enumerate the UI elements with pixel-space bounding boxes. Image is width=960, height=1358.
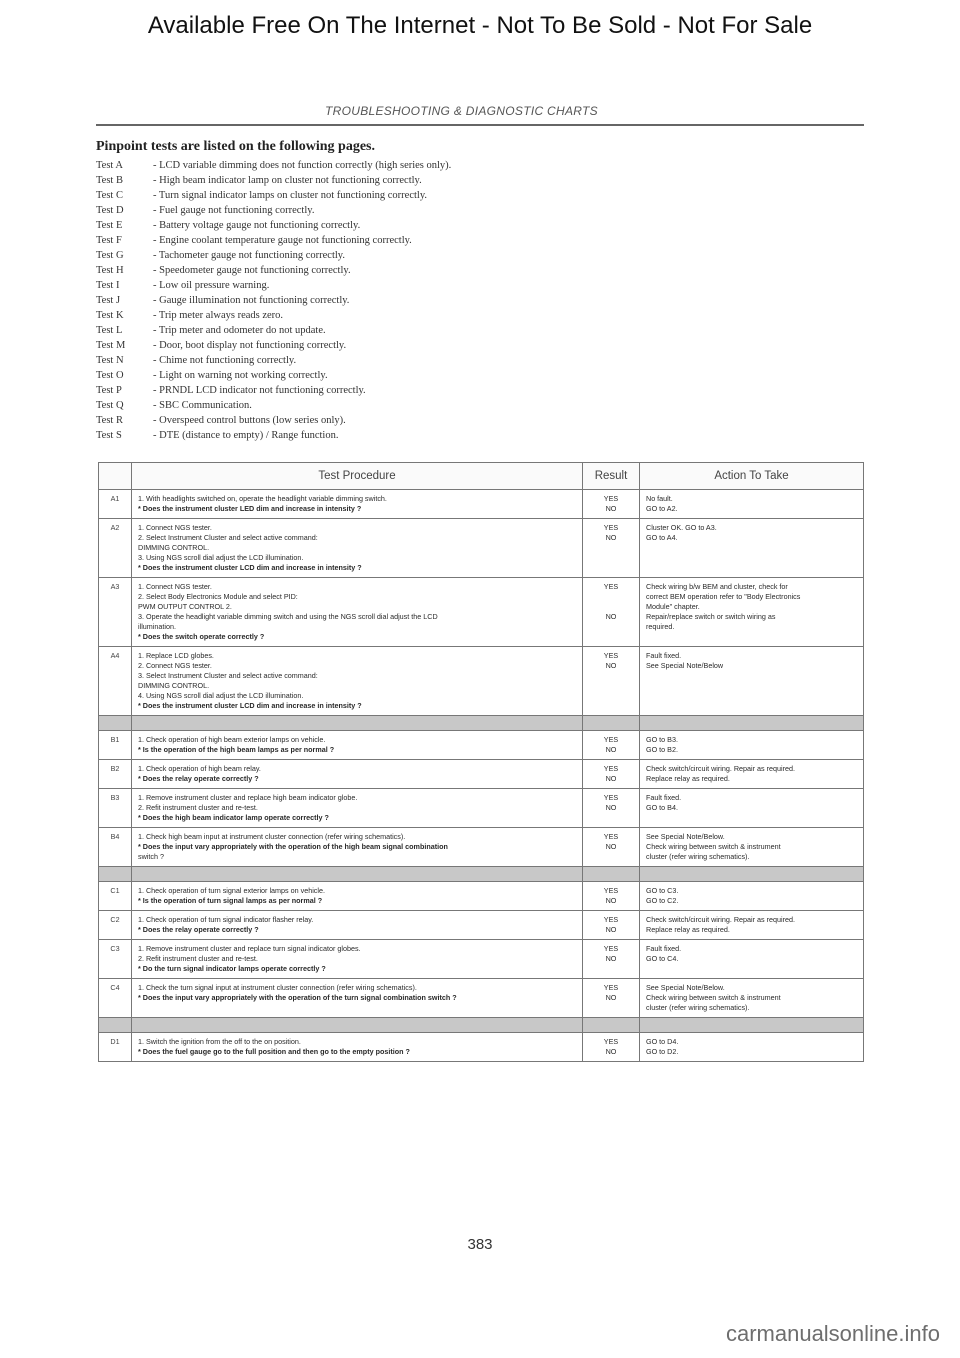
test-list-item: [96, 308, 756, 323]
test-id: Test G: [96, 250, 124, 261]
cell-line: 1. Remove instrument cluster and replace high beam indicator globe.: [138, 793, 358, 802]
cell-line: NO: [605, 896, 617, 905]
cell-line: Cluster OK. GO to A3.: [646, 523, 717, 532]
step-cell: A1: [99, 490, 132, 519]
step-cell: C2: [99, 911, 132, 940]
test-id: Test K: [96, 310, 124, 321]
cell-line: 1. Check high beam input at instrument cluster connection (refer wiring schematics).: [138, 832, 406, 841]
action-cell: [640, 828, 864, 867]
cell-line: YES: [603, 832, 619, 841]
cell-line: Fault fixed.: [646, 651, 682, 660]
table-row: [99, 647, 864, 716]
test-list: [96, 158, 756, 443]
test-id: Test C: [96, 190, 123, 201]
procedure-cell: [132, 882, 583, 911]
step-cell: A4: [99, 647, 132, 716]
table-row: [99, 760, 864, 789]
cell-line: NO: [605, 774, 617, 783]
test-id: Test N: [96, 355, 124, 366]
test-list-item: [96, 293, 756, 308]
cell-line: GO to C4.: [646, 954, 679, 963]
cell-line: Check wiring between switch & instrument: [646, 842, 781, 851]
cell-line: YES: [603, 523, 619, 532]
cell-line: * Does the high beam indicator lamp operate correctly ?: [138, 813, 329, 822]
cell-line: 3. Select Instrument Cluster and select active command:: [138, 671, 318, 680]
test-description: - Light on warning not working correctly.: [153, 370, 328, 381]
test-description: - Engine coolant temperature gauge not functioning correctly.: [153, 235, 412, 246]
result-cell: [583, 731, 640, 760]
cell-line: * Does the switch operate correctly ?: [138, 632, 265, 641]
procedure-cell: [132, 731, 583, 760]
test-description: - DTE (distance to empty) / Range function.: [153, 430, 339, 441]
cell-line: 1. Check the turn signal input at instrument cluster connection (refer wiring schematics).: [138, 983, 417, 992]
cell-line: 2. Refit instrument cluster and re-test.: [138, 803, 258, 812]
cell-line: 1. Connect NGS tester.: [138, 523, 212, 532]
test-id: Test E: [96, 220, 123, 231]
cell-line: * Is the operation of turn signal lamps as per normal ?: [138, 896, 323, 905]
test-description: - Trip meter always reads zero.: [153, 310, 284, 321]
cell-line: switch ?: [138, 852, 164, 861]
separator-cell: [583, 716, 640, 731]
cell-line: * Does the input vary appropriately with the operation of the high beam signal combination: [138, 842, 448, 851]
procedure-cell: [132, 979, 583, 1018]
action-cell: [640, 647, 864, 716]
procedure-cell: [132, 647, 583, 716]
cell-line: * Is the operation of the high beam lamps as per normal ?: [138, 745, 335, 754]
cell-line: GO to C3.: [646, 886, 679, 895]
test-list-item: [96, 263, 756, 278]
cell-line: GO to C2.: [646, 896, 679, 905]
test-description: - PRNDL LCD indicator not functioning correctly.: [153, 385, 366, 396]
cell-line: YES: [603, 494, 619, 503]
result-cell: [583, 647, 640, 716]
procedure-cell: [132, 1033, 583, 1062]
action-cell: [640, 911, 864, 940]
table-row: [99, 519, 864, 578]
separator-cell: [132, 716, 583, 731]
separator-cell: [99, 867, 132, 882]
cell-line: Fault fixed.: [646, 944, 682, 953]
cell-line: 4. Using NGS scroll dial adjust the LCD illumination.: [138, 691, 304, 700]
table-row: [99, 940, 864, 979]
procedure-cell: [132, 828, 583, 867]
test-id: Test B: [96, 175, 123, 186]
test-list-item: [96, 248, 756, 263]
test-id: Test J: [96, 295, 121, 306]
test-list-item: [96, 188, 756, 203]
cell-line: See Special Note/Below.: [646, 983, 725, 992]
cell-line: YES: [603, 983, 619, 992]
cell-line: 1. Check operation of turn signal indicator flasher relay.: [138, 915, 314, 924]
test-id: Test M: [96, 340, 126, 351]
procedure-cell: [132, 519, 583, 578]
cell-line: 1. Connect NGS tester.: [138, 582, 212, 591]
cell-line: * Does the instrument cluster LCD dim and increase in intensity ?: [138, 563, 362, 572]
section-separator-row: [99, 867, 864, 882]
test-id: Test R: [96, 415, 123, 426]
cell-line: GO to D2.: [646, 1047, 679, 1056]
test-list-item: [96, 173, 756, 188]
table-row: [99, 882, 864, 911]
step-cell: A3: [99, 578, 132, 647]
cell-line: Fault fixed.: [646, 793, 682, 802]
cell-line: 1. Check operation of turn signal exterior lamps on vehicle.: [138, 886, 325, 895]
test-description: - Trip meter and odometer do not update.: [153, 325, 326, 336]
cell-line: YES: [603, 915, 619, 924]
cell-line: 1. With headlights switched on, operate the headlight variable dimming switch.: [138, 494, 387, 503]
test-id: Test A: [96, 160, 123, 171]
test-description: - Door, boot display not functioning correctly.: [153, 340, 347, 351]
section-separator-row: [99, 716, 864, 731]
cell-line: Replace relay as required.: [646, 774, 730, 783]
test-description: - Low oil pressure warning.: [153, 280, 270, 291]
result-cell: [583, 760, 640, 789]
cell-line: NO: [605, 925, 617, 934]
separator-cell: [640, 1018, 864, 1033]
section-separator-row: [99, 1018, 864, 1033]
action-cell: [640, 979, 864, 1018]
cell-line: NO: [605, 661, 617, 670]
cell-line: [589, 592, 633, 602]
page-number: 383: [467, 1236, 493, 1253]
cell-line: 1. Replace LCD globes.: [138, 651, 214, 660]
cell-line: PWM OUTPUT CONTROL 2.: [138, 602, 232, 611]
test-description: - Turn signal indicator lamps on cluster not functioning correctly.: [153, 190, 428, 201]
cell-line: NO: [605, 1047, 617, 1056]
cell-line: correct BEM operation refer to "Body Electronics: [646, 592, 801, 601]
test-id: Test D: [96, 205, 124, 216]
action-cell: [640, 490, 864, 519]
cell-line: NO: [605, 954, 617, 963]
test-list-item: [96, 398, 756, 413]
step-cell: B3: [99, 789, 132, 828]
step-cell: C1: [99, 882, 132, 911]
cell-line: GO to B4.: [646, 803, 678, 812]
test-id: Test I: [96, 280, 120, 291]
test-description: - SBC Communication.: [153, 400, 252, 411]
step-cell: B1: [99, 731, 132, 760]
test-list-item: [96, 278, 756, 293]
cell-line: NO: [605, 504, 617, 513]
cell-line: cluster (refer wiring schematics).: [646, 1003, 750, 1012]
cell-line: Repair/replace switch or switch wiring as: [646, 612, 776, 621]
step-cell: B2: [99, 760, 132, 789]
cell-line: * Does the instrument cluster LCD dim and increase in intensity ?: [138, 701, 362, 710]
cell-line: See Special Note/Below: [646, 661, 724, 670]
cell-line: Check wiring between switch & instrument: [646, 993, 781, 1002]
separator-cell: [640, 716, 864, 731]
cell-line: 1. Check operation of high beam relay.: [138, 764, 261, 773]
test-description: - LCD variable dimming does not function correctly (high series only).: [153, 160, 452, 171]
action-cell: [640, 940, 864, 979]
test-description: - Fuel gauge not functioning correctly.: [153, 205, 315, 216]
cell-line: illumination.: [138, 622, 176, 631]
step-cell: A2: [99, 519, 132, 578]
cell-line: Check switch/circuit wiring. Repair as required.: [646, 764, 795, 773]
cell-line: * Does the input vary appropriately with the operation of the turn signal combination switch ?: [138, 993, 457, 1002]
procedure-cell: [132, 490, 583, 519]
test-id: Test P: [96, 385, 122, 396]
cell-line: Check switch/circuit wiring. Repair as required.: [646, 915, 795, 924]
test-id: Test S: [96, 430, 122, 441]
title-rule: [96, 124, 864, 126]
test-description: - Speedometer gauge not functioning correctly.: [153, 265, 351, 276]
cell-line: YES: [603, 944, 619, 953]
cell-line: NO: [605, 612, 617, 621]
action-cell: [640, 882, 864, 911]
section-title: TROUBLESHOOTING & DIAGNOSTIC CHARTS: [325, 104, 598, 118]
cell-line: YES: [603, 1037, 619, 1046]
result-cell: [583, 979, 640, 1018]
cell-line: 2. Connect NGS tester.: [138, 661, 212, 670]
procedure-cell: [132, 940, 583, 979]
action-cell: [640, 789, 864, 828]
action-cell: [640, 731, 864, 760]
test-id: Test H: [96, 265, 124, 276]
cell-line: 3. Using NGS scroll dial adjust the LCD illumination.: [138, 553, 304, 562]
cell-line: * Does the relay operate correctly ?: [138, 774, 259, 783]
separator-cell: [583, 867, 640, 882]
cell-line: YES: [603, 886, 619, 895]
result-cell: [583, 828, 640, 867]
cell-line: Replace relay as required.: [646, 925, 730, 934]
cell-line: * Does the relay operate correctly ?: [138, 925, 259, 934]
cell-line: YES: [603, 764, 619, 773]
procedure-header: Test Procedure: [132, 463, 583, 490]
step-cell: C3: [99, 940, 132, 979]
test-list-item: [96, 338, 756, 353]
cell-line: [589, 602, 633, 612]
table-row: [99, 731, 864, 760]
cell-line: YES: [603, 651, 619, 660]
procedure-cell: [132, 578, 583, 647]
cell-line: 3. Operate the headlight variable dimming switch and using the NGS scroll dial adjust the LCD: [138, 612, 438, 621]
cell-line: required.: [646, 622, 675, 631]
test-id: Test L: [96, 325, 123, 336]
cell-line: No fault.: [646, 494, 673, 503]
step-cell: B4: [99, 828, 132, 867]
separator-cell: [132, 867, 583, 882]
cell-line: 2. Refit instrument cluster and re-test.: [138, 954, 258, 963]
intro-heading: Pinpoint tests are listed on the following pages.: [96, 139, 375, 154]
procedure-cell: [132, 789, 583, 828]
table-row: [99, 911, 864, 940]
cell-line: GO to B3.: [646, 735, 678, 744]
result-cell: [583, 490, 640, 519]
cell-line: NO: [605, 533, 617, 542]
separator-cell: [99, 716, 132, 731]
table-row: [99, 979, 864, 1018]
separator-cell: [99, 1018, 132, 1033]
table-row: [99, 828, 864, 867]
cell-line: NO: [605, 842, 617, 851]
table-row: [99, 578, 864, 647]
table-header-row: [99, 463, 864, 490]
cell-line: Module" chapter.: [646, 602, 700, 611]
cell-line: NO: [605, 745, 617, 754]
cell-line: YES: [603, 735, 619, 744]
procedure-cell: [132, 760, 583, 789]
cell-line: 1. Remove instrument cluster and replace turn signal indicator globes.: [138, 944, 361, 953]
result-cell: [583, 940, 640, 979]
cell-line: * Does the instrument cluster LED dim and increase in intensity ?: [138, 504, 362, 513]
test-list-item: [96, 353, 756, 368]
test-list-item: [96, 218, 756, 233]
step-header: [99, 463, 132, 490]
cell-line: 1. Check operation of high beam exterior lamps on vehicle.: [138, 735, 326, 744]
test-list-item: [96, 428, 756, 443]
cell-line: NO: [605, 993, 617, 1002]
action-cell: [640, 760, 864, 789]
cell-line: Check wiring b/w BEM and cluster, check for: [646, 582, 788, 591]
test-id: Test O: [96, 370, 124, 381]
procedure-table-body: [99, 490, 864, 1062]
test-list-item: [96, 368, 756, 383]
result-header: Result: [583, 463, 640, 490]
table-row: [99, 789, 864, 828]
cell-line: NO: [605, 803, 617, 812]
cell-line: GO to D4.: [646, 1037, 679, 1046]
result-cell: [583, 789, 640, 828]
cell-line: GO to B2.: [646, 745, 678, 754]
test-description: - Battery voltage gauge not functioning correctly.: [153, 220, 361, 231]
action-header: Action To Take: [640, 463, 864, 490]
cell-line: See Special Note/Below.: [646, 832, 725, 841]
cell-line: 1. Switch the ignition from the off to the on position.: [138, 1037, 301, 1046]
action-cell: [640, 1033, 864, 1062]
table-row: [99, 1033, 864, 1062]
test-list-item: [96, 158, 756, 173]
separator-cell: [583, 1018, 640, 1033]
test-id: Test F: [96, 235, 122, 246]
test-description: - Gauge illumination not functioning correctly.: [153, 295, 350, 306]
step-cell: C4: [99, 979, 132, 1018]
action-cell: [640, 578, 864, 647]
cell-line: YES: [603, 793, 619, 802]
action-cell: [640, 519, 864, 578]
cell-line: GO to A2.: [646, 504, 678, 513]
cell-line: 2. Select Instrument Cluster and select active command:: [138, 533, 318, 542]
test-list-item: [96, 413, 756, 428]
result-cell: [583, 519, 640, 578]
cell-line: DIMMING CONTROL.: [138, 543, 210, 552]
cell-line: YES: [603, 582, 619, 591]
result-cell: [583, 911, 640, 940]
cell-line: * Do the turn signal indicator lamps operate correctly ?: [138, 964, 326, 973]
separator-cell: [132, 1018, 583, 1033]
test-list-item: [96, 383, 756, 398]
procedure-table: [98, 462, 864, 1062]
cell-line: * Does the fuel gauge go to the full position and then go to the empty position ?: [138, 1047, 410, 1056]
table-row: [99, 490, 864, 519]
banner-notice: Available Free On The Internet - Not To Be Sold - Not For Sale: [147, 12, 813, 39]
cell-line: GO to A4.: [646, 533, 678, 542]
test-description: - Overspeed control buttons (low series only).: [153, 415, 346, 426]
step-cell: D1: [99, 1033, 132, 1062]
separator-cell: [640, 867, 864, 882]
procedure-cell: [132, 911, 583, 940]
cell-line: DIMMING CONTROL.: [138, 681, 210, 690]
cell-line: 2. Select Body Electronics Module and select PID:: [138, 592, 298, 601]
test-list-item: [96, 323, 756, 338]
test-id: Test Q: [96, 400, 124, 411]
test-list-item: [96, 233, 756, 248]
test-description: - Chime not functioning correctly.: [153, 355, 297, 366]
test-description: - High beam indicator lamp on cluster not functioning correctly.: [153, 175, 422, 186]
result-cell: [583, 1033, 640, 1062]
test-description: - Tachometer gauge not functioning correctly.: [153, 250, 345, 261]
test-list-item: [96, 203, 756, 218]
cell-line: cluster (refer wiring schematics).: [646, 852, 750, 861]
result-cell: [583, 578, 640, 647]
site-watermark: carmanualsonline.info: [725, 1321, 940, 1346]
result-cell: [583, 882, 640, 911]
